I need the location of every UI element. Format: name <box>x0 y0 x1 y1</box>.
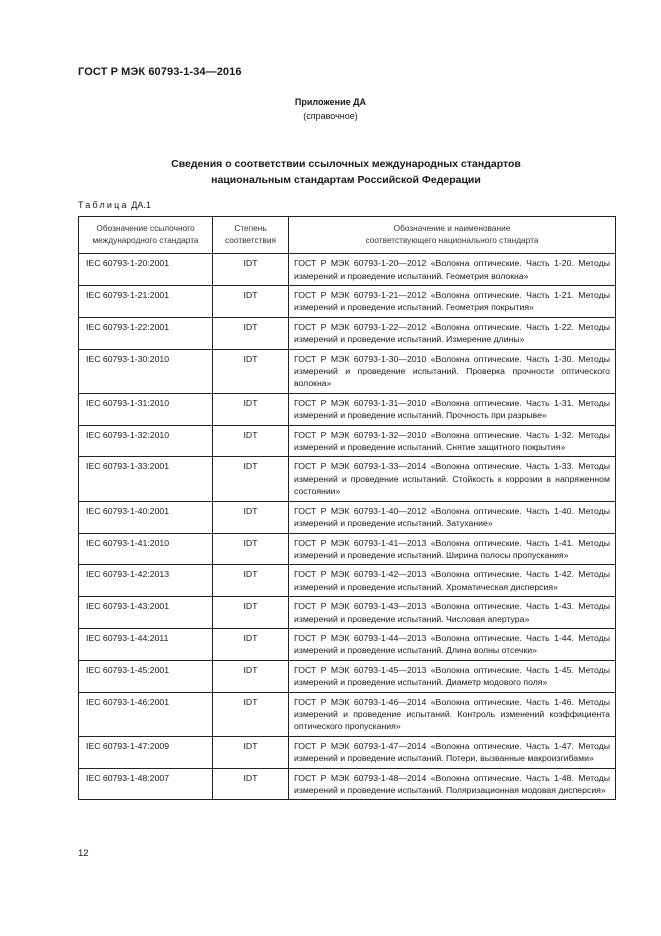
appendix-subtitle: (справочное) <box>303 111 358 121</box>
intl-standard-cell: IEC 60793-1-47:2009 <box>79 736 213 768</box>
degree-cell: IDT <box>213 425 289 457</box>
column-header-line: международного стандарта <box>92 234 199 245</box>
column-header-line: Обозначение и наименование <box>393 223 511 233</box>
intl-standard-cell: IEC 60793-1-44:2011 <box>79 628 213 660</box>
intl-standard-cell: IEC 60793-1-31:2010 <box>79 393 213 425</box>
degree-cell: IDT <box>213 692 289 736</box>
table-row <box>79 501 616 533</box>
table-row <box>79 393 616 425</box>
degree-cell: IDT <box>213 457 289 501</box>
intl-standard-cell: IEC 60793-1-46:2001 <box>79 692 213 736</box>
national-standard-cell: ГОСТ Р МЭК 60793-1-45—2013 «Волокна оптические. Часть 1-45. Методы измерений и проведение испытаний. Диаметр модового поля» <box>289 660 616 692</box>
degree-cell: IDT <box>213 597 289 629</box>
national-standard-cell: ГОСТ Р МЭК 60793-1-30—2010 «Волокна оптические. Часть 1-30. Методы измерений и проведение испытаний. Проверка прочности оптического волокна» <box>289 349 616 393</box>
degree-cell: IDT <box>213 628 289 660</box>
column-header-line: Степень <box>234 223 267 233</box>
table-caption-word: Таблица <box>78 200 129 210</box>
national-standard-cell: ГОСТ Р МЭК 60793-1-20—2012 «Волокна оптические. Часть 1-20. Методы измерений и проведение испытаний. Геометрия волокна» <box>289 254 616 286</box>
column-header-national-standard <box>289 217 616 254</box>
column-header-degree <box>213 217 289 254</box>
national-standard-cell: ГОСТ Р МЭК 60793-1-42—2013 «Волокна оптические. Часть 1-42. Методы измерений и проведение испытаний. Хроматическая дисперсия» <box>289 565 616 597</box>
column-header-intl-standard <box>79 217 213 254</box>
table-row <box>79 286 616 318</box>
table-row <box>79 533 616 565</box>
intl-standard-cell: IEC 60793-1-22:2001 <box>79 317 213 349</box>
intl-standard-cell: IEC 60793-1-45:2001 <box>79 660 213 692</box>
appendix-block <box>0 95 661 123</box>
table-row <box>79 628 616 660</box>
intl-standard-cell: IEC 60793-1-20:2001 <box>79 254 213 286</box>
table-caption <box>78 200 151 210</box>
section-heading-line-1: Сведения о соответствии ссылочных международных стандартов <box>171 158 521 170</box>
intl-standard-cell: IEC 60793-1-41:2010 <box>79 533 213 565</box>
degree-cell: IDT <box>213 286 289 318</box>
table-row <box>79 565 616 597</box>
table-row <box>79 660 616 692</box>
national-standard-cell: ГОСТ Р МЭК 60793-1-46—2014 «Волокна оптические. Часть 1-46. Методы измерений и проведение испытаний. Контроль изменений коэффициента оптического пропускания» <box>289 692 616 736</box>
correspondence-table <box>78 216 616 800</box>
table-row <box>79 597 616 629</box>
section-heading <box>78 156 614 188</box>
national-standard-cell: ГОСТ Р МЭК 60793-1-31—2010 «Волокна оптические. Часть 1-31. Методы измерений и проведение испытаний. Прочность при разрыве» <box>289 393 616 425</box>
degree-cell: IDT <box>213 768 289 800</box>
table-row <box>79 457 616 501</box>
degree-cell: IDT <box>213 317 289 349</box>
national-standard-cell: ГОСТ Р МЭК 60793-1-44—2013 «Волокна оптические. Часть 1-44. Методы измерений и проведение испытаний. Длина волны отсечки» <box>289 628 616 660</box>
intl-standard-cell: IEC 60793-1-40:2001 <box>79 501 213 533</box>
national-standard-cell: ГОСТ Р МЭК 60793-1-41—2013 «Волокна оптические. Часть 1-41. Методы измерений и проведение испытаний. Ширина полосы пропускания» <box>289 533 616 565</box>
national-standard-cell: ГОСТ Р МЭК 60793-1-40—2012 «Волокна оптические. Часть 1-40. Методы измерений и проведение испытаний. Затухание» <box>289 501 616 533</box>
page-number: 12 <box>78 848 89 859</box>
national-standard-cell: ГОСТ Р МЭК 60793-1-48—2014 «Волокна оптические. Часть 1-48. Методы измерений и проведение испытаний. Поляризационная модовая дисперсия» <box>289 768 616 800</box>
degree-cell: IDT <box>213 254 289 286</box>
national-standard-cell: ГОСТ Р МЭК 60793-1-43—2013 «Волокна оптические. Часть 1-43. Методы измерений и проведение испытаний. Числовая апертура» <box>289 597 616 629</box>
document-header: ГОСТ Р МЭК 60793-1-34—2016 <box>78 66 242 78</box>
column-header-line: соответствующего национального стандарта <box>365 234 539 245</box>
table-row <box>79 692 616 736</box>
degree-cell: IDT <box>213 660 289 692</box>
section-heading-line-2: национальным стандартам Российской Федерации <box>211 174 481 186</box>
table-row <box>79 736 616 768</box>
degree-cell: IDT <box>213 349 289 393</box>
intl-standard-cell: IEC 60793-1-30:2010 <box>79 349 213 393</box>
degree-cell: IDT <box>213 533 289 565</box>
intl-standard-cell: IEC 60793-1-21:2001 <box>79 286 213 318</box>
degree-cell: IDT <box>213 393 289 425</box>
degree-cell: IDT <box>213 501 289 533</box>
table-header-row <box>79 217 616 254</box>
intl-standard-cell: IEC 60793-1-43:2001 <box>79 597 213 629</box>
national-standard-cell: ГОСТ Р МЭК 60793-1-32—2010 «Волокна оптические. Часть 1-32. Методы измерений и проведение испытаний. Снятие защитного покрытия» <box>289 425 616 457</box>
appendix-title: Приложение ДА <box>294 97 367 107</box>
intl-standard-cell: IEC 60793-1-48:2007 <box>79 768 213 800</box>
table-row <box>79 317 616 349</box>
degree-cell: IDT <box>213 736 289 768</box>
table-row <box>79 349 616 393</box>
intl-standard-cell: IEC 60793-1-33:2001 <box>79 457 213 501</box>
national-standard-cell: ГОСТ Р МЭК 60793-1-33—2014 «Волокна оптические. Часть 1-33. Методы измерений и проведение испытаний. Стойкость к коррозии в напряженном состоянии» <box>289 457 616 501</box>
national-standard-cell: ГОСТ Р МЭК 60793-1-47—2014 «Волокна оптические. Часть 1-47. Методы измерений и проведение испытаний. Потери, вызванные макроизгибами» <box>289 736 616 768</box>
table-row <box>79 768 616 800</box>
intl-standard-cell: IEC 60793-1-42:2013 <box>79 565 213 597</box>
national-standard-cell: ГОСТ Р МЭК 60793-1-21—2012 «Волокна оптические. Часть 1-21. Методы измерений и проведение испытаний. Геометрия покрытия» <box>289 286 616 318</box>
table-caption-id: ДА.1 <box>131 200 151 210</box>
column-header-line: Обозначение ссылочного <box>96 223 195 233</box>
national-standard-cell: ГОСТ Р МЭК 60793-1-22—2012 «Волокна оптические. Часть 1-22. Методы измерений и проведение испытаний. Измерение длины» <box>289 317 616 349</box>
intl-standard-cell: IEC 60793-1-32:2010 <box>79 425 213 457</box>
table-row <box>79 254 616 286</box>
degree-cell: IDT <box>213 565 289 597</box>
table-row <box>79 425 616 457</box>
column-header-line: соответствия <box>225 234 276 245</box>
